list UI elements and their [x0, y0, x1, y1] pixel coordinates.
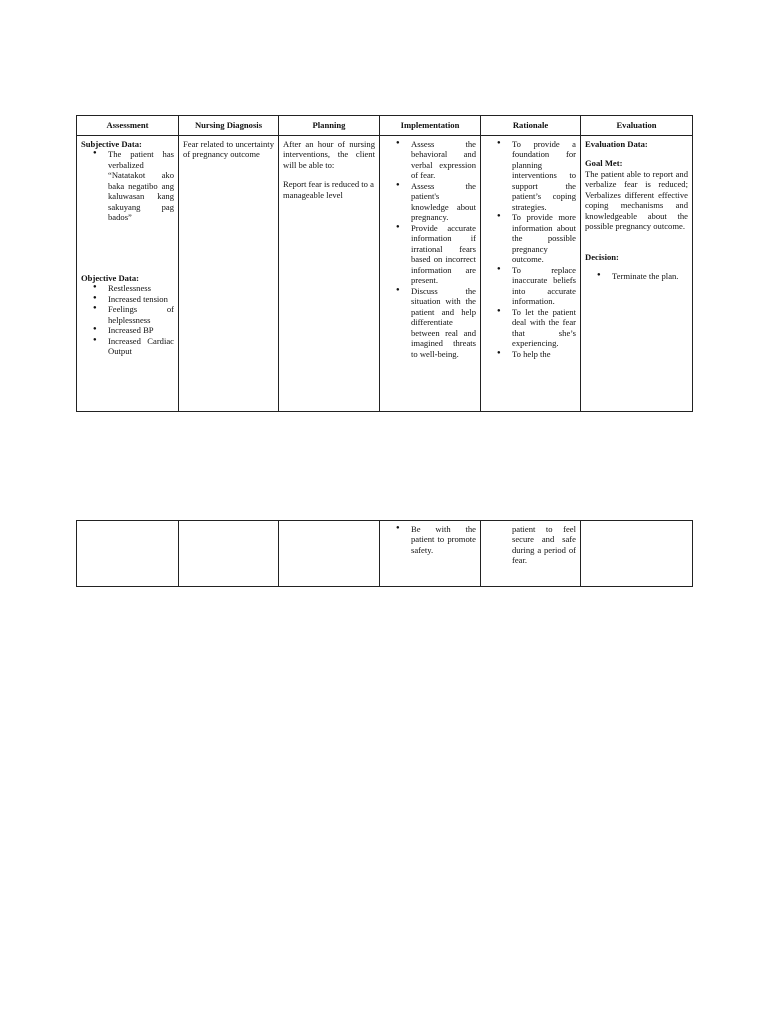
header-row — [77, 116, 693, 136]
objective-item: ● Increased BP — [108, 325, 174, 335]
continuation-row — [77, 521, 693, 587]
care-plan-row — [77, 136, 693, 412]
objective-item: ● Restlessness — [108, 283, 174, 293]
continuation-implementation-cell — [380, 521, 481, 587]
implementation-item: ● Assess the behavioral and verbal expression of fear. — [411, 139, 476, 181]
rationale-item: ● To help the — [512, 349, 576, 359]
subjective-item: ● The patient has verbalized “Natatakot ako baka negatibo ang kaluwasan kang sakuyang pag bados” — [108, 149, 174, 222]
evaluation-cell — [581, 136, 693, 412]
goal-met-text: The patient able to report and verbalize fear is reduced; Verbalizes different effective coping mechanisms and knowledgeable about the possible pregnancy outcome. — [585, 168, 688, 232]
rationale-cell — [481, 136, 581, 412]
assessment-cell — [77, 136, 179, 412]
subjective-label: Subjective Data: — [81, 139, 142, 149]
header-implementation: Implementation — [380, 116, 481, 136]
header-nursing-diagnosis: Nursing Diagnosis — [179, 116, 279, 136]
header-planning: Planning — [279, 116, 380, 136]
nursing-diagnosis-cell — [179, 136, 279, 412]
continuation-planning-cell — [279, 521, 380, 587]
implementation-item: ● Discuss the situation with the patient and help differentiate between real and imagined threats to well-being. — [411, 286, 476, 359]
implementation-list — [384, 139, 476, 359]
decision-list — [585, 271, 688, 281]
rationale-list — [485, 139, 576, 359]
continuation-diagnosis-cell — [179, 521, 279, 587]
rationale-item: ● To replace inaccurate beliefs into accurate information. — [512, 265, 576, 307]
goal-met-label: Goal Met: — [585, 158, 623, 169]
continuation-assessment-cell — [77, 521, 179, 587]
decision-item: ● Terminate the plan. — [612, 271, 688, 281]
planning-goal: Report fear is reduced to a manageable level — [283, 179, 374, 200]
implementation-cell — [380, 136, 481, 412]
implementation-item: ● Provide accurate information if irrational fears based on incorrect information are present. — [411, 223, 476, 286]
objective-item: ● Feelings of helplessness — [108, 304, 174, 325]
rationale-item: ● To provide a foundation for planning interventions to support the patient’s coping strategies. — [512, 139, 576, 212]
implementation-item: ● Assess the patient's knowledge about pregnancy. — [411, 181, 476, 223]
continuation-implementation-list — [384, 524, 476, 555]
care-plan-continuation-table — [76, 520, 693, 587]
nursing-diagnosis-text: Fear related to uncertainty of pregnancy outcome — [183, 139, 274, 160]
continuation-rationale-list — [485, 524, 576, 566]
header-assessment: Assessment — [77, 116, 179, 136]
evaluation-data-label: Evaluation Data: — [585, 139, 648, 149]
header-evaluation: Evaluation — [581, 116, 693, 136]
rationale-item: ● To provide more information about the possible pregnancy outcome. — [512, 212, 576, 264]
rationale-item: ● To let the patient deal with the fear that she’s experiencing. — [512, 307, 576, 349]
continuation-evaluation-cell — [581, 521, 693, 587]
objective-label: Objective Data: — [81, 272, 139, 283]
care-plan-table — [76, 115, 693, 412]
implementation-item: ● Be with the patient to promote safety. — [411, 524, 476, 555]
header-rationale: Rationale — [481, 116, 581, 136]
planning-intro: After an hour of nursing interventions, the client will be able to: — [283, 139, 375, 170]
rationale-continued-text: patient to feel secure and safe during a period of fear. — [512, 524, 576, 566]
continuation-rationale-cell — [481, 521, 581, 587]
objective-item: ● Increased Cardiac Output — [108, 336, 174, 357]
objective-list — [81, 283, 174, 356]
planning-cell — [279, 136, 380, 412]
decision-label: Decision: — [585, 251, 619, 262]
objective-item: ● Increased tension — [108, 294, 174, 304]
subjective-list — [81, 149, 174, 222]
